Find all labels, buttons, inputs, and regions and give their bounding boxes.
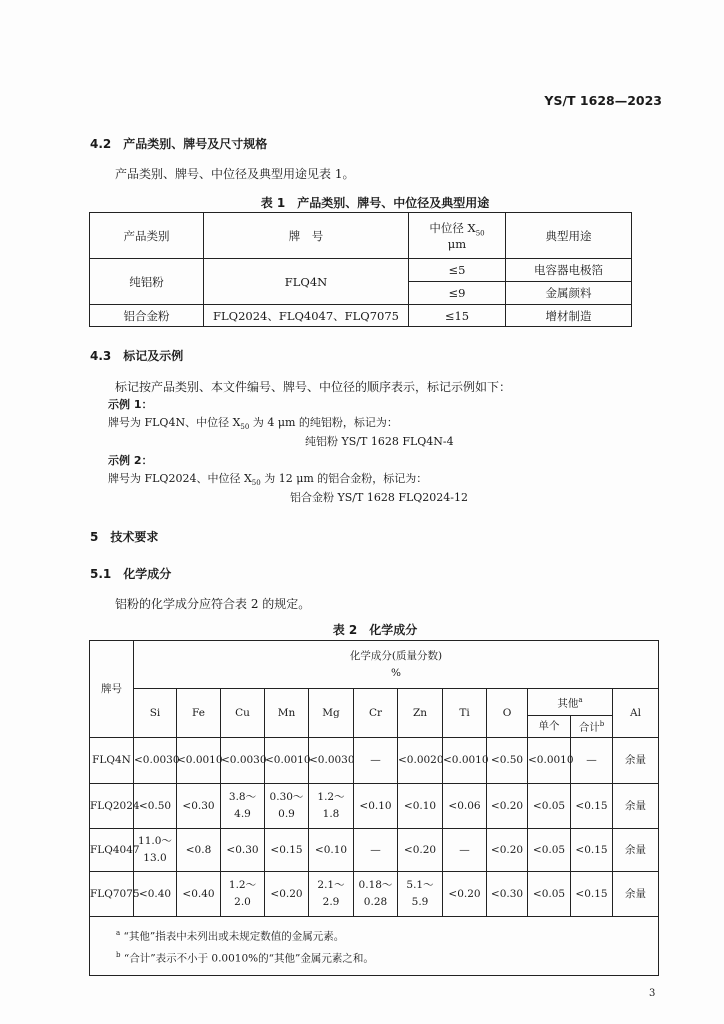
example-1-text: 牌号为 FLQ4N、中位径 $X_{50}$ 为 4 μm 的纯铝粉，标记为： xyxy=(108,416,398,432)
t1-cell: 铝合金粉 xyxy=(90,305,204,327)
t2-grade-cell: FLQ4047 xyxy=(90,829,134,872)
t2-value-cell: 余量 xyxy=(613,872,659,917)
t2-value-cell: <0.15 xyxy=(571,784,613,829)
t2-value-cell: 2.1～ 2.9 xyxy=(309,872,354,917)
t2-header-element: O xyxy=(487,689,528,738)
t2-value-cell: <0.15 xyxy=(265,829,309,872)
t2-header-single: 单个 xyxy=(528,716,571,738)
page-number: 3 xyxy=(649,988,656,999)
t2-value-cell: — xyxy=(354,829,398,872)
t1-header-grade: 牌 号 xyxy=(204,213,409,259)
t2-value-cell: <0.40 xyxy=(177,872,221,917)
t2-value-cell: <0.10 xyxy=(354,784,398,829)
t2-header-group: 化学成分(质量分数) % xyxy=(134,641,659,689)
t2-value-cell: 余量 xyxy=(613,784,659,829)
table-2 xyxy=(89,640,659,976)
t2-value-cell: <0.10 xyxy=(309,829,354,872)
t2-value-cell: <0.05 xyxy=(528,872,571,917)
table2-caption: 表 2 化学成分 xyxy=(332,623,418,637)
t2-value-cell: <0.20 xyxy=(487,829,528,872)
t2-value-cell: 3.8～ 4.9 xyxy=(221,784,265,829)
t2-header-element: Mg xyxy=(309,689,354,738)
t2-value-cell: <0.30 xyxy=(221,829,265,872)
t2-value-cell: <0.0030 xyxy=(221,738,265,784)
section-4-3-para: 标记按产品类别、本文件编号、牌号、中位径的顺序表示，标记示例如下： xyxy=(115,380,512,394)
t1-cell: ≤15 xyxy=(409,305,506,327)
t2-value-cell: 1.2～ 2.0 xyxy=(221,872,265,917)
t1-cell: 金属颜料 xyxy=(506,282,632,305)
t2-grade-cell: FLQ7075 xyxy=(90,872,134,917)
section-5-heading: 5 技术要求 xyxy=(90,530,159,544)
t2-header-element: Zn xyxy=(398,689,443,738)
t2-value-cell: — xyxy=(571,738,613,784)
t1-cell: 增材制造 xyxy=(506,305,632,327)
footnote: $^a$ “其他”指表中未列出或未规定数值的金属元素。 xyxy=(116,928,345,942)
t2-header-element: Si xyxy=(134,689,177,738)
t2-element-row xyxy=(90,689,659,716)
t1-cell: ≤9 xyxy=(409,282,506,305)
t2-header-total: 合计$^b$ xyxy=(571,716,613,738)
t1-header-use: 典型用途 xyxy=(506,213,632,259)
section-4-3-heading: 4.3 标记及示例 xyxy=(90,349,184,363)
t2-value-cell: <0.0010 xyxy=(443,738,487,784)
table1-caption: 表 1 产品类别、牌号、中位径及典型用途 xyxy=(260,196,490,210)
t2-value-cell: 余量 xyxy=(613,738,659,784)
t1-header-median: 中位径 $X_{50}$ μm xyxy=(409,213,506,259)
t2-header-element: Cr xyxy=(354,689,398,738)
table-row xyxy=(90,872,659,917)
t2-value-cell: <0.20 xyxy=(487,784,528,829)
t2-value-cell: <0.8 xyxy=(177,829,221,872)
t1-cell: 电容器电极箔 xyxy=(506,259,632,282)
t2-value-cell: <0.0030 xyxy=(309,738,354,784)
t2-value-cell: <0.40 xyxy=(134,872,177,917)
t2-value-cell: 5.1～ 5.9 xyxy=(398,872,443,917)
t2-value-cell: <0.10 xyxy=(398,784,443,829)
t2-value-cell: <0.20 xyxy=(265,872,309,917)
t1-cell: ≤5 xyxy=(409,259,506,282)
t2-value-cell: <0.0030 xyxy=(134,738,177,784)
t2-value-cell: <0.15 xyxy=(571,872,613,917)
t2-value-cell: <0.0010 xyxy=(265,738,309,784)
t2-header-al: Al xyxy=(613,689,659,738)
footnote: $^b$ “合计”表示不小于 0.0010%的“其他”金属元素之和。 xyxy=(116,951,374,965)
t2-value-cell: 0.18～ 0.28 xyxy=(354,872,398,917)
t2-header-element: Ti xyxy=(443,689,487,738)
t2-header-grade: 牌号 xyxy=(90,641,134,738)
t2-grade-cell: FLQ4N xyxy=(90,738,134,784)
t2-value-cell: — xyxy=(443,829,487,872)
t1-cell: FLQ4N xyxy=(204,259,409,305)
t2-value-cell: <0.50 xyxy=(487,738,528,784)
t2-value-cell: 0.30～ 0.9 xyxy=(265,784,309,829)
t2-value-cell: <0.05 xyxy=(528,784,571,829)
t2-value-cell: <0.0020 xyxy=(398,738,443,784)
t2-value-cell: <0.20 xyxy=(398,829,443,872)
t2-header-others: 其他$^a$ xyxy=(528,689,613,716)
t2-grade-cell: FLQ2024 xyxy=(90,784,134,829)
section-5-1-heading: 5.1 化学成分 xyxy=(90,567,172,581)
t2-value-cell: <0.20 xyxy=(443,872,487,917)
table-row xyxy=(90,829,659,872)
example-1-label: 示例 1： xyxy=(108,398,153,411)
section-5-1-para: 铝粉的化学成分应符合表 2 的规定。 xyxy=(115,597,311,611)
t2-value-cell: <0.06 xyxy=(443,784,487,829)
table-row xyxy=(90,784,659,829)
t2-header-element: Mn xyxy=(265,689,309,738)
example-2-text: 牌号为 FLQ2024、中位径 $X_{50}$ 为 12 μm 的铝合金粉，标记为： xyxy=(108,472,428,488)
doc-id: YS/T 1628—2023 xyxy=(544,93,662,108)
t1-cell: 纯铝粉 xyxy=(90,259,204,305)
t2-value-cell: <0.0010 xyxy=(528,738,571,784)
t2-header-row xyxy=(90,641,659,689)
t2-value-cell: — xyxy=(354,738,398,784)
table-1 xyxy=(89,212,632,327)
t2-header-element: Fe xyxy=(177,689,221,738)
t2-value-cell: <0.05 xyxy=(528,829,571,872)
t2-value-cell: <0.15 xyxy=(571,829,613,872)
t1-header-category: 产品类别 xyxy=(90,213,204,259)
t2-header-element: Cu xyxy=(221,689,265,738)
t2-value-cell: <0.50 xyxy=(134,784,177,829)
section-4-2-para: 产品类别、牌号、中位径及典型用途见表 1。 xyxy=(115,167,355,181)
example-2-label: 示例 2： xyxy=(108,454,153,467)
t2-value-cell: <0.30 xyxy=(487,872,528,917)
t2-value-cell: 11.0～ 13.0 xyxy=(134,829,177,872)
table-row xyxy=(90,738,659,784)
t2-value-cell: 余量 xyxy=(613,829,659,872)
example-2-mark: 铝合金粉 YS/T 1628 FLQ2024-12 xyxy=(290,491,468,504)
t2-value-cell: <0.30 xyxy=(177,784,221,829)
t1-cell: FLQ2024、FLQ4047、FLQ7075 xyxy=(204,305,409,327)
t2-footnotes xyxy=(90,917,659,976)
t2-value-cell: 1.2～ 1.8 xyxy=(309,784,354,829)
t2-value-cell: <0.0010 xyxy=(177,738,221,784)
section-4-2-heading: 4.2 产品类别、牌号及尺寸规格 xyxy=(90,137,268,151)
example-1-mark: 纯铝粉 YS/T 1628 FLQ4N-4 xyxy=(305,435,454,448)
